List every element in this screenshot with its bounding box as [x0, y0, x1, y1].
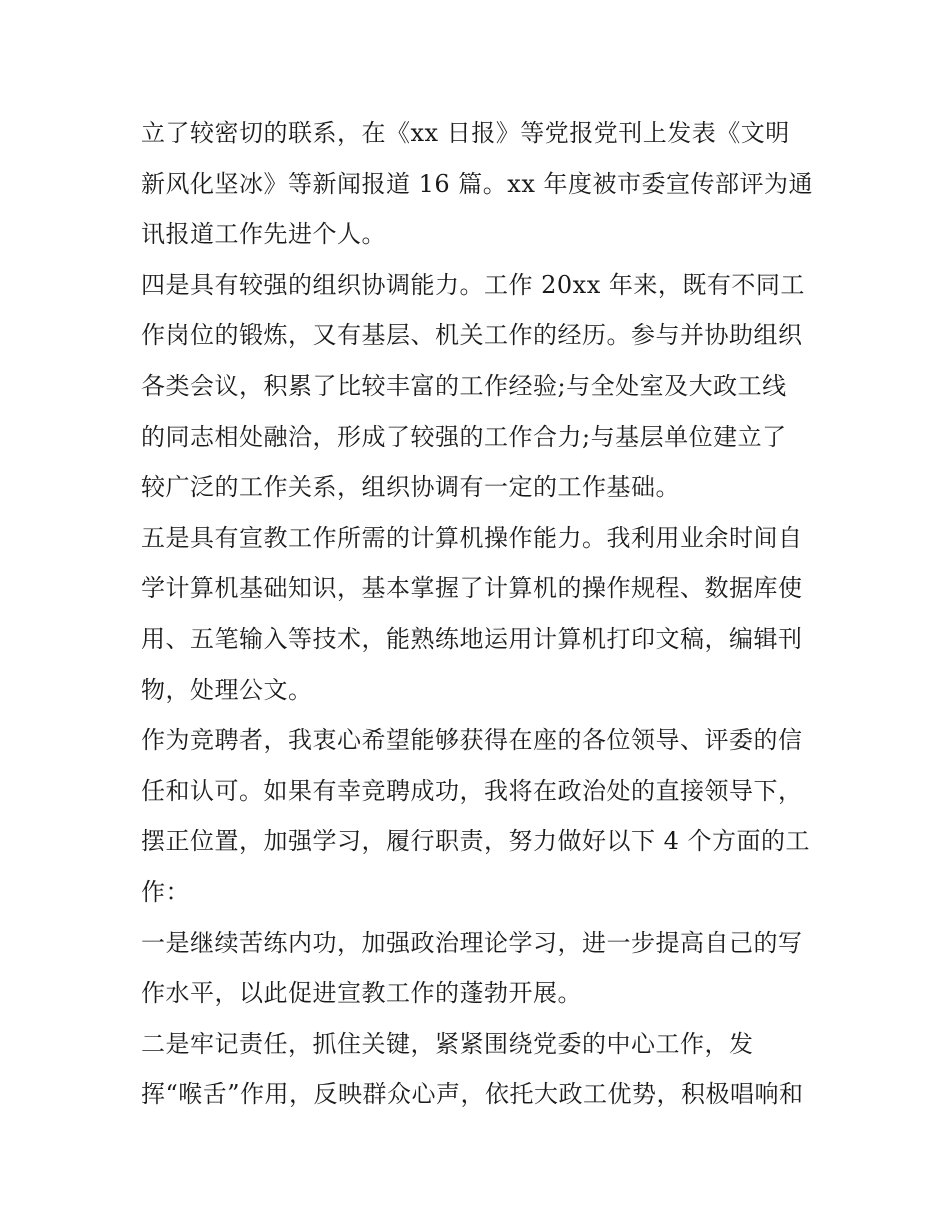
- text-line: 作：: [141, 877, 190, 906]
- text-line: 任和认可。如果有幸竞聘成功，我将在政治处的直接领导下，: [141, 776, 803, 805]
- text-line: 四是具有较强的组织协调能力。工作 20xx 年来，既有不同工: [141, 270, 805, 299]
- text-line: 作岗位的锻炼，又有基层、机关工作的经历。参与并协助组织: [141, 321, 803, 350]
- text-line: 各类会议，积累了比较丰富的工作经验;与全处室及大政工线: [141, 371, 787, 400]
- text-line: 物，处理公文。: [141, 675, 313, 704]
- text-line: 五是具有宣教工作所需的计算机操作能力。我利用业余时间自: [141, 523, 803, 552]
- text-line: 学计算机基础知识，基本掌握了计算机的操作规程、数据库使: [141, 574, 803, 603]
- text-line: 一是继续苦练内功，加强政治理论学习，进一步提高自己的写: [141, 928, 803, 957]
- text-line: 二是牢记责任，抓住关键，紧紧围绕党委的中心工作，发: [141, 1029, 754, 1058]
- text-line: 的同志相处融洽，形成了较强的工作合力;与基层单位建立了: [141, 422, 787, 451]
- text-line: 立了较密切的联系，在《xx 日报》等党报党刊上发表《文明: [141, 119, 790, 147]
- text-line: 作水平，以此促进宣教工作的蓬勃开展。: [141, 979, 582, 1008]
- text-line: 新风化坚冰》等新闻报道 16 篇。xx 年度被市委宣传部评为通: [141, 169, 813, 198]
- text-line: 较广泛的工作关系，组织协调有一定的工作基础。: [141, 473, 680, 502]
- text-line: 讯报道工作先进个人。: [141, 220, 386, 249]
- text-line: 用、五笔输入等技术，能熟练地运用计算机打印文稿，编辑刊: [141, 624, 803, 653]
- text-line: 作为竞聘者，我衷心希望能够获得在座的各位领导、评委的信: [141, 726, 803, 755]
- document-body: [141, 108, 821, 1120]
- text-line: 挥“喉舌”作用，反映群众心声，依托大政工优势，积极唱响和: [141, 1080, 804, 1109]
- text-line: 摆正位置，加强学习，履行职责，努力做好以下 4 个方面的工: [141, 827, 811, 856]
